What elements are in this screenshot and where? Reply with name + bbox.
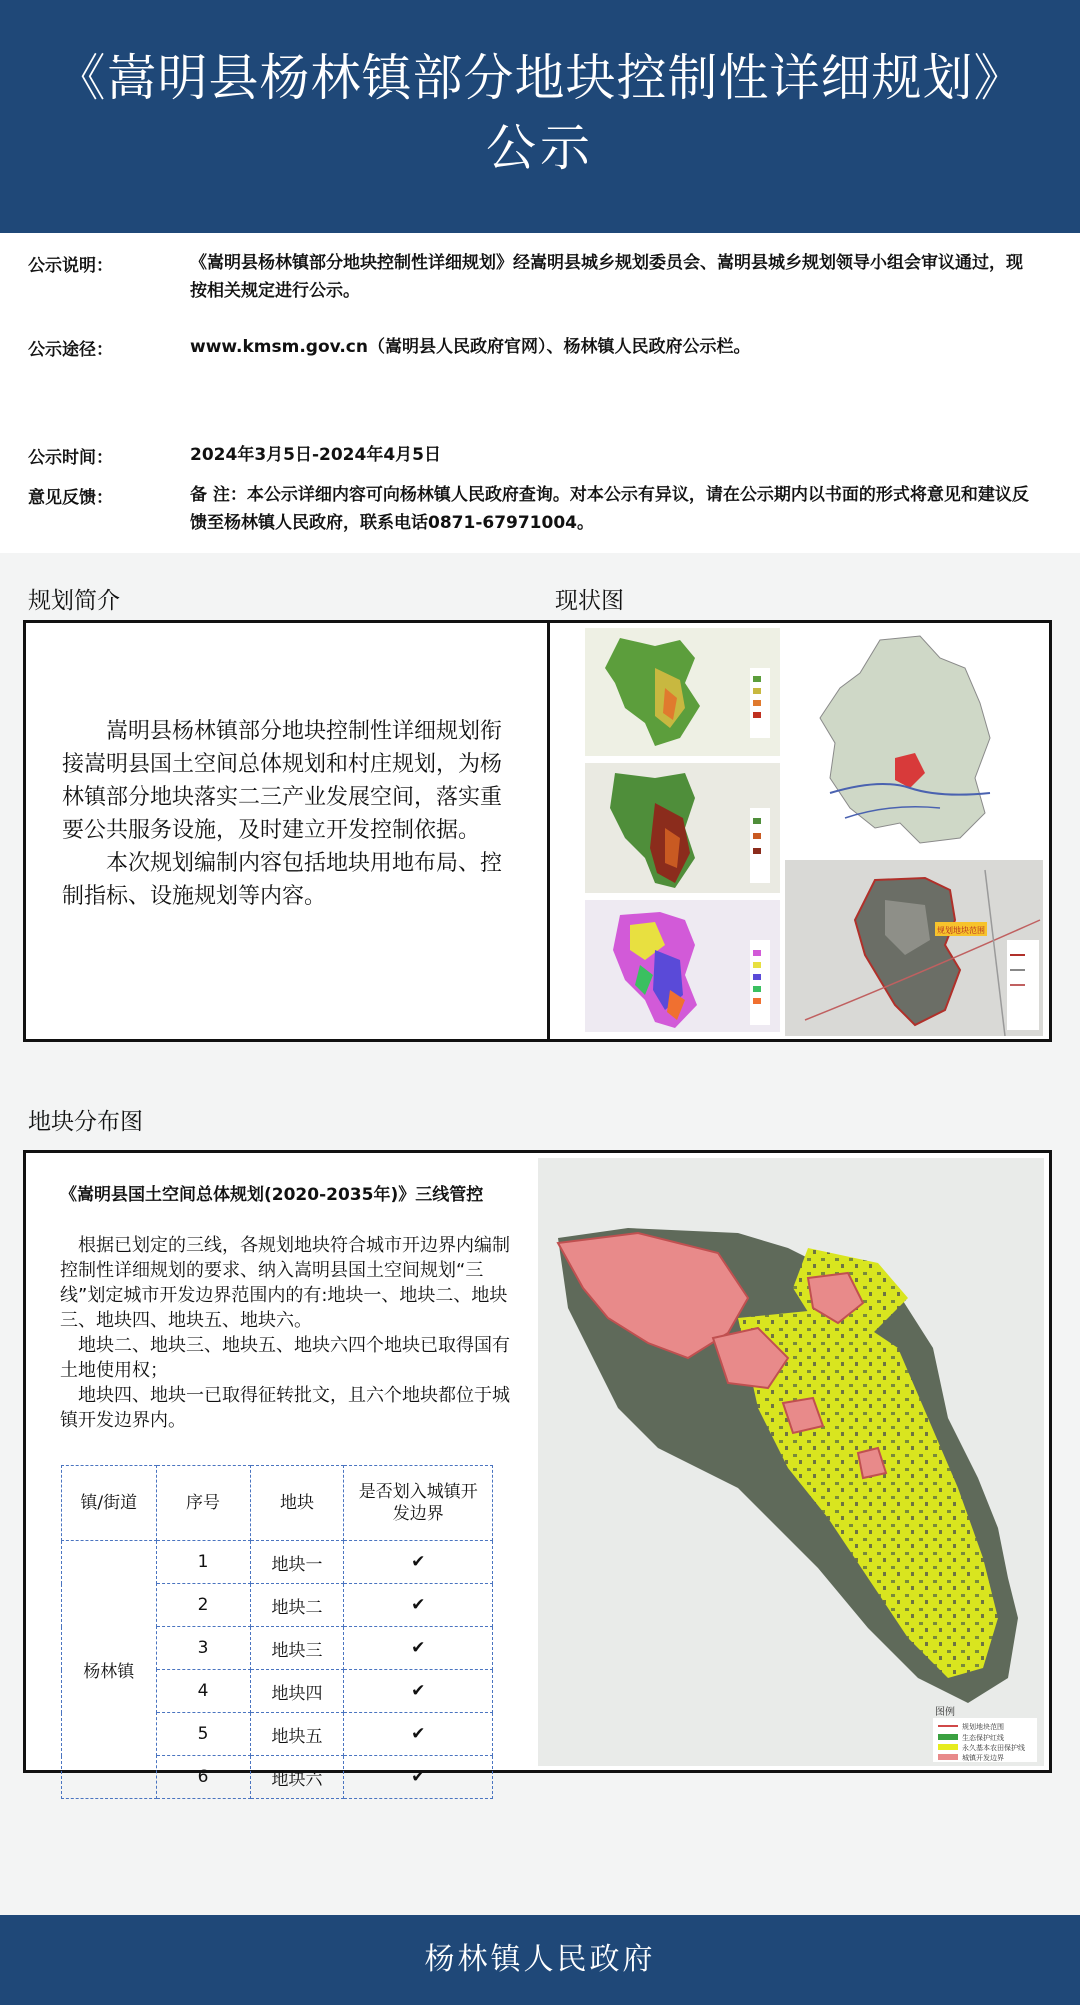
- town-cell: 杨林镇: [62, 1541, 157, 1799]
- three-lines-paragraph-2: 地块二、地块三、地块五、地块六四个地块已取得国有土地使用权；: [60, 1335, 510, 1381]
- header-no: 序号: [156, 1466, 250, 1541]
- landuse-map-graphic: [585, 900, 780, 1032]
- terrain-map-2-graphic: [585, 763, 780, 893]
- three-lines-text: [60, 1233, 510, 1433]
- row-no: 5: [156, 1713, 250, 1756]
- three-lines-paragraph-3: 地块四、地块一已取得征转批文，且六个地块都位于城镇开发边界内。: [60, 1385, 510, 1431]
- feedback-label: 意见反馈：: [28, 488, 113, 508]
- intro-divider: [547, 622, 550, 1040]
- header-banner: [0, 0, 1080, 233]
- intro-section-title: 规划简介: [28, 588, 120, 614]
- row-plot: 地块二: [250, 1584, 344, 1627]
- check-icon: ✔: [344, 1541, 493, 1584]
- legend-item-eco-redline: 生态保护红线: [962, 1734, 1004, 1742]
- header-plot: 地块: [250, 1466, 344, 1541]
- check-icon: ✔: [344, 1584, 493, 1627]
- desc-label: 公示说明：: [28, 256, 113, 276]
- table-header-row: [62, 1466, 493, 1541]
- check-icon: ✔: [344, 1627, 493, 1670]
- satellite-status-map: [785, 860, 1043, 1036]
- notice-info-panel: [0, 233, 1080, 553]
- row-no: 6: [156, 1756, 250, 1799]
- terrain-map-1-graphic: [585, 628, 780, 756]
- check-icon: ✔: [344, 1756, 493, 1799]
- intro-paragraph-2: 本次规划编制内容包括地块用地布局、控制指标、设施规划等内容。: [62, 851, 503, 909]
- three-lines-paragraph-1: 根据已划定的三线，各规划地块符合城市开边界内编制控制性详细规划的要求、纳入嵩明县国土空间规划“三线”划定城市开发边界范围内的有:地块一、地块二、地块三、地块四、地块五、地块六。: [60, 1235, 510, 1331]
- header-town: 镇/街道: [62, 1466, 157, 1541]
- header-in-boundary: 是否划入城镇开发边界: [344, 1466, 493, 1541]
- plots-table: [61, 1465, 493, 1799]
- desc-value: 《嵩明县杨林镇部分地块控制性详细规划》经嵩明县城乡规划委员会、嵩明县城乡规划领导小组会审议通过，现按相关规定进行公示。: [190, 253, 1023, 301]
- distribution-section-title: 地块分布图: [28, 1109, 143, 1135]
- row-no: 4: [156, 1670, 250, 1713]
- map-legend-title: 图例: [935, 1707, 955, 1718]
- row-no: 3: [156, 1627, 250, 1670]
- legend-item-plot-range: 规划地块范围: [962, 1723, 1004, 1731]
- intro-paragraph-1: 嵩明县杨林镇部分地块控制性详细规划衔接嵩明县国土空间总体规划和村庄规划，为杨林镇部分地块落实二三产业发展空间，落实重要公共服务设施，及时建立开发控制依据。: [62, 719, 503, 843]
- check-icon: ✔: [344, 1713, 493, 1756]
- footer-org: 杨林镇人民政府: [424, 1942, 656, 1977]
- terrain-map-2: [585, 763, 780, 893]
- intro-text: [62, 715, 512, 913]
- three-lines-title: 《嵩明县国土空间总体规划(2020-2035年)》三线管控: [60, 1185, 484, 1205]
- check-icon: ✔: [344, 1670, 493, 1713]
- channel-value: www.kmsm.gov.cn（嵩明县人民政府官网）、杨林镇人民政府公示栏。: [190, 337, 751, 357]
- location-map: [790, 628, 1038, 856]
- plot-range-label: 规划地块范围: [937, 926, 985, 935]
- time-value: 2024年3月5日-2024年4月5日: [190, 445, 441, 465]
- distribution-map-graphic: [538, 1158, 1044, 1766]
- legend-item-farmland: 永久基本农田保护线: [962, 1744, 1025, 1752]
- distribution-map: [538, 1158, 1044, 1766]
- legend-item-urban-boundary: 城镇开发边界: [962, 1754, 1004, 1762]
- table-row: [62, 1541, 493, 1584]
- page-title-suffix: 公示: [486, 119, 594, 177]
- time-label: 公示时间：: [28, 448, 113, 468]
- row-no: 2: [156, 1584, 250, 1627]
- row-plot: 地块六: [250, 1756, 344, 1799]
- terrain-map-1: [585, 628, 780, 756]
- satellite-status-map-graphic: [785, 860, 1043, 1036]
- landuse-map: [585, 900, 780, 1032]
- status-map-title: 现状图: [555, 588, 624, 614]
- row-plot: 地块四: [250, 1670, 344, 1713]
- page-title: 《嵩明县杨林镇部分地块控制性详细规划》: [55, 49, 1025, 107]
- row-plot: 地块五: [250, 1713, 344, 1756]
- footer-banner: [0, 1915, 1080, 2005]
- feedback-value: 备 注：本公示详细内容可向杨林镇人民政府查询。对本公示有异议，请在公示期内以书面的形式将意见和建议反馈至杨林镇人民政府，联系电话0871-67971004。: [190, 485, 1029, 533]
- row-plot: 地块三: [250, 1627, 344, 1670]
- channel-label: 公示途径：: [28, 340, 113, 360]
- row-plot: 地块一: [250, 1541, 344, 1584]
- location-map-graphic: [790, 628, 1038, 856]
- row-no: 1: [156, 1541, 250, 1584]
